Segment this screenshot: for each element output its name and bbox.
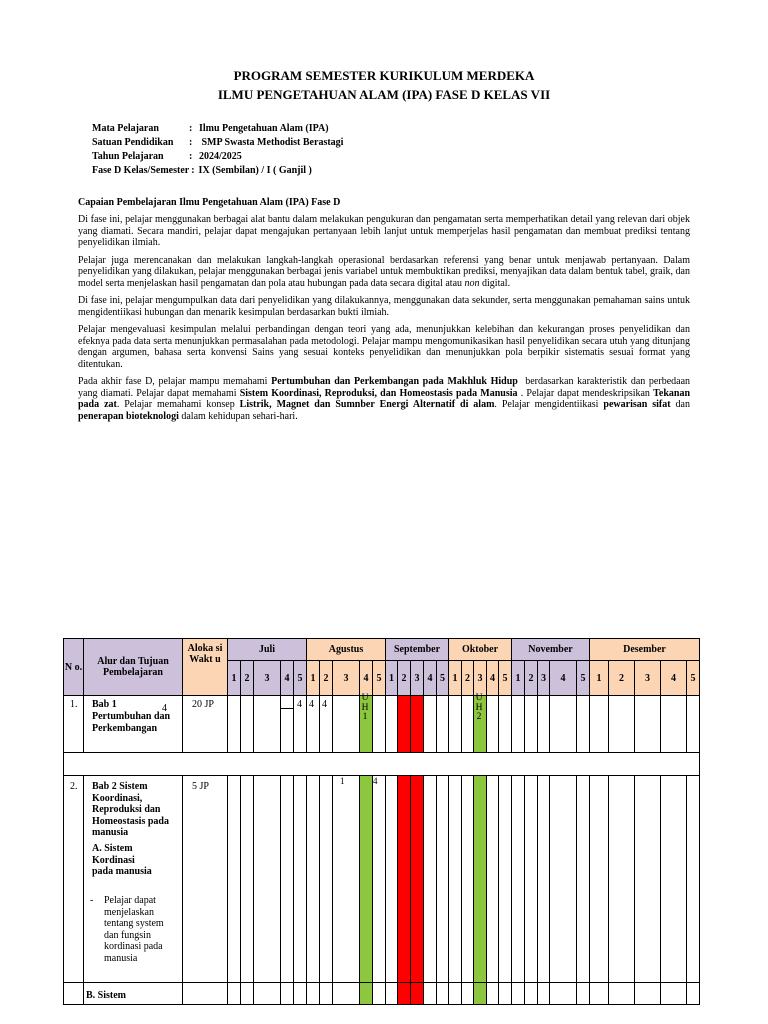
row-no: 1. — [70, 699, 78, 710]
red-week-sep-1 — [397, 775, 411, 983]
body-cell-week — [227, 775, 241, 983]
info-row-fase — [92, 164, 343, 178]
week-header: 1 — [385, 660, 398, 696]
week-header: 5 — [576, 660, 590, 696]
green-week-okt-3 — [473, 982, 487, 1005]
body-cell-week — [280, 695, 294, 753]
info-sep: : — [189, 151, 193, 162]
body-cell-week — [686, 982, 700, 1005]
body-cell-week — [576, 695, 590, 753]
green-week-agu-4 — [359, 775, 373, 983]
body-cell-week — [498, 982, 512, 1005]
body-cell-week — [319, 982, 333, 1005]
week-header: 3 — [537, 660, 550, 696]
body-cell-week — [372, 775, 386, 983]
info-value: Ilmu Pengetahuan Alam (IPA) — [199, 123, 329, 134]
body-cell-week — [524, 775, 538, 983]
month-header-november: November — [511, 638, 590, 661]
week-header: 4 — [423, 660, 437, 696]
uh-label: U H 1 — [361, 693, 369, 722]
text-run-bold: Tekanan pada zat — [78, 387, 690, 410]
info-row-mapel — [92, 122, 343, 136]
body-cell-week — [524, 982, 538, 1005]
row-mark: 1 — [340, 776, 345, 786]
info-label: Mata Pelajaran — [92, 123, 159, 134]
week-header: 5 — [372, 660, 386, 696]
week-header: 5 — [436, 660, 449, 696]
body-cell-week — [549, 695, 577, 753]
week-header: 3 — [332, 660, 360, 696]
week-header: 2 — [397, 660, 411, 696]
body-cell-week — [240, 695, 254, 753]
uh-label: U H 2 — [475, 693, 483, 722]
body-cell-week — [227, 695, 241, 753]
text-run: berdasarkan karakteristik dan perbedaan yang diamati. Pelajar dapat memahami — [78, 376, 693, 399]
week-header: 2 — [608, 660, 635, 696]
body-cell-week — [589, 982, 609, 1005]
body-cell-week — [253, 695, 281, 753]
body-cell-no — [63, 775, 84, 983]
spacer-row — [63, 752, 700, 776]
body-cell-week — [448, 982, 462, 1005]
cell-divider — [280, 708, 294, 719]
body-cell-week — [448, 775, 462, 983]
info-label: Satuan Pendidikan — [92, 137, 174, 148]
body-cell-week — [660, 982, 687, 1005]
body-cell-week — [686, 695, 700, 753]
body-cell-week — [293, 982, 307, 1005]
body-cell-week — [589, 695, 609, 753]
body-cell-week — [253, 982, 281, 1005]
body-cell-week — [306, 982, 320, 1005]
body-cell-week — [608, 982, 635, 1005]
body-cell-week — [293, 775, 307, 983]
month-header-agustus: Agustus — [306, 638, 386, 661]
text-run: . Pelajar dapat mendeskripsikan — [517, 387, 654, 399]
info-label: Fase D Kelas/Semester — [92, 165, 190, 176]
text-run: dan — [670, 399, 690, 410]
week-header: 1 — [448, 660, 462, 696]
body-cell-week — [227, 982, 241, 1005]
text-run: . Pelajar mengidentiikasi — [494, 399, 604, 410]
capaian-paragraph — [78, 376, 693, 422]
body-cell-week — [589, 775, 609, 983]
text-run-bold: Pertumbuhan dan Perkembangan pada Makhluk Hidup — [271, 376, 518, 387]
header-no: N o. — [63, 638, 84, 696]
week-header: 3 — [253, 660, 281, 696]
body-cell-week — [686, 775, 700, 983]
capaian-body — [78, 214, 693, 428]
row-mark: 4 — [297, 699, 302, 710]
text-run-bold: penerapan bioteknologi — [78, 410, 179, 422]
week-header: 3 — [634, 660, 661, 696]
row-alokasi: 5 JP — [192, 781, 209, 792]
week-header: 5 — [293, 660, 307, 696]
info-row-tahun — [92, 150, 343, 164]
body-cell-week — [634, 695, 661, 753]
capaian-paragraph — [78, 255, 690, 290]
green-week-okt-3 — [473, 775, 487, 983]
row-alokasi: 20 JP — [192, 699, 214, 710]
row-mark: 4 — [322, 699, 327, 710]
body-cell-week — [511, 695, 525, 753]
body-cell-week — [423, 695, 437, 753]
body-cell-week — [634, 982, 661, 1005]
month-header-desember: Desember — [589, 638, 700, 661]
month-header-oktober: Oktober — [448, 638, 512, 661]
body-cell-week — [549, 775, 577, 983]
body-cell-week — [576, 982, 590, 1005]
capaian-paragraph: Di fase ini, pelajar menggunakan berbagai alat bantu dalam melakukan pengukuran dan pengamatan serta memperhatikan detail yang relevan dari objek yang diamati. Secara mandiri, pelajar dapat mengajukan pertanyaan lebih lanjut untuk memperjelas hasil pengamatan dan membuat prediksi tentang penyelidikan ilmiah. — [78, 214, 690, 248]
sub-heading: B. Sistem — [86, 990, 126, 1001]
info-sep: : — [189, 123, 193, 134]
body-cell-week — [332, 695, 360, 753]
body-cell-week — [498, 775, 512, 983]
sub-heading: A. Sistem Kordinasi pada manusia — [92, 843, 152, 877]
body-cell-week — [660, 695, 687, 753]
body-cell-week — [448, 695, 462, 753]
row-bab-title: Bab 2 Sistem Koordinasi, Reproduksi dan Homeostasis pada manusia — [92, 781, 169, 838]
red-week-sep-2 — [410, 695, 424, 753]
text-run: . Pelajar memahami konsep — [116, 399, 240, 410]
body-cell-week — [332, 982, 360, 1005]
week-header: 2 — [240, 660, 254, 696]
body-cell-week — [498, 695, 512, 753]
row-bab-title: Bab 1 — [92, 699, 117, 710]
red-week-sep-2 — [410, 775, 424, 983]
body-cell-week — [549, 982, 577, 1005]
bullet-text: Pelajar dapat menjelaskan tentang system dan fungsin kordinasi pada manusia — [104, 895, 164, 964]
page-subtitle: ILMU PENGETAHUAN ALAM (IPA) FASE D KELAS VII — [217, 87, 551, 102]
week-header: 3 — [473, 660, 487, 696]
body-cell-week — [608, 695, 635, 753]
text-run: digital. — [479, 277, 511, 289]
body-cell-week — [634, 775, 661, 983]
body-cell-week — [423, 775, 437, 983]
week-header: 3 — [410, 660, 424, 696]
week-header: 2 — [461, 660, 474, 696]
info-block — [92, 122, 343, 178]
body-cell-week — [240, 982, 254, 1005]
row-mark: 4 — [309, 699, 314, 710]
body-cell-week — [280, 775, 294, 983]
text-run: dalam kehidupan sehari-hari. — [178, 410, 298, 422]
text-run: Pada akhir fase D, pelajar mampu memahami — [78, 376, 272, 387]
body-cell-no — [63, 982, 84, 1005]
month-header-september: September — [385, 638, 449, 661]
week-header: 5 — [498, 660, 512, 696]
week-header: 5 — [686, 660, 700, 696]
body-cell-week — [511, 982, 525, 1005]
week-header: 2 — [319, 660, 333, 696]
text-run-bold: Sistem Koordinasi, Reproduksi, dan Homeostasis pada Manusia — [239, 387, 518, 399]
header-alur: Alur dan Tujuan Pembelajaran — [83, 638, 183, 696]
week-header: 1 — [306, 660, 320, 696]
text-run: Pelajar juga merencanakan dan melakukan langkah-langkah operasional berdasarkan referensi yang benar untuk menjawab pertanyaan. Dalam penyelidikan yang dilakukan, pelajar menggunakan berbagai jenis variabel untuk membuktikan prediksi, menyajikan data dalam bentuk tabel, graik, dan model serta menjelaskan hasil pengamatan dan pola atau hubungan pada data secara digital atau — [78, 254, 690, 289]
header-alokasi: Aloka si Wakt u — [182, 638, 228, 696]
info-value: IX (Sembilan) / I ( Ganjil ) — [198, 165, 312, 176]
body-cell-week — [319, 775, 333, 983]
info-value: 2024/2025 — [199, 151, 242, 162]
body-cell-week — [332, 775, 360, 983]
week-header: 4 — [486, 660, 499, 696]
info-sep: : — [191, 165, 195, 176]
capaian-paragraph: Pelajar mengevaluasi kesimpulan melalui perbandingan dengan teori yang ada, menunjukkan kelebihan dan kekurangan proses penyelidikan dan efeknya pada data serta menunjukkan permasalahan pada metodologi. Pelajar mampu mengomunikasikan hasil penyelidikan secara utuh yang ditunjang dengan argumen, bahasa serta konvensi Sains yang sesuai konteks penyelidikan dan menunjukkan pola berpikir sistematis sesuai format yang ditentukan. — [78, 324, 690, 370]
body-cell-alokasi — [182, 982, 228, 1005]
body-cell-alokasi — [182, 775, 228, 983]
green-week-agu-4 — [359, 982, 373, 1005]
page-title: PROGRAM SEMESTER KURIKULUM MERDEKA — [233, 68, 535, 83]
body-cell-week — [372, 982, 386, 1005]
text-run-italic: non — [464, 277, 480, 289]
text-run-bold: pewarisan sifat — [603, 399, 671, 410]
body-cell-week — [280, 982, 294, 1005]
body-cell-week — [524, 695, 538, 753]
body-cell-week — [240, 775, 254, 983]
week-header: 4 — [549, 660, 577, 696]
week-header: 1 — [511, 660, 525, 696]
info-row-satuan — [92, 136, 343, 150]
red-week-sep-1 — [397, 695, 411, 753]
row-mark: 4 — [162, 703, 167, 714]
week-header: 1 — [589, 660, 609, 696]
body-cell-week — [511, 775, 525, 983]
info-label: Tahun Pelajaran — [92, 151, 164, 162]
bullet-dash: - — [90, 895, 94, 906]
info-value: SMP Swasta Methodist Berastagi — [199, 137, 344, 148]
text-run-bold: Listrik, Magnet dan Sumnber Energi Alternatif di alam — [239, 399, 495, 410]
info-sep: : — [189, 137, 193, 148]
row-bab-subtitle: Pertumbuhan dan Perkembangan — [92, 711, 171, 734]
week-header: 4 — [359, 660, 373, 696]
capaian-title: Capaian Pembelajaran Ilmu Pengetahuan Alam (IPA) Fase D — [78, 197, 341, 208]
red-week-sep-1 — [397, 982, 411, 1005]
body-cell-week — [576, 775, 590, 983]
red-week-sep-2 — [410, 982, 424, 1005]
row-mark: 4 — [373, 776, 378, 786]
body-cell-week — [608, 775, 635, 983]
capaian-paragraph: Di fase ini, pelajar mengumpulkan data dari penyelidikan yang dilakukannya, menggunakan data sekunder, serta menggunakan pemahaman sains untuk mengidentiikasi hubungan dan menarik kesimpulan berdasarkan bukti ilmiah. — [78, 295, 690, 318]
month-header-juli: Juli — [227, 638, 307, 661]
week-header: 4 — [660, 660, 687, 696]
week-header: 1 — [227, 660, 241, 696]
body-cell-week — [306, 775, 320, 983]
body-cell-week — [372, 695, 386, 753]
body-cell-week — [660, 775, 687, 983]
body-cell-week — [253, 775, 281, 983]
week-header: 4 — [280, 660, 294, 696]
row-no: 2. — [70, 781, 78, 792]
body-cell-week — [423, 982, 437, 1005]
week-header: 2 — [524, 660, 538, 696]
